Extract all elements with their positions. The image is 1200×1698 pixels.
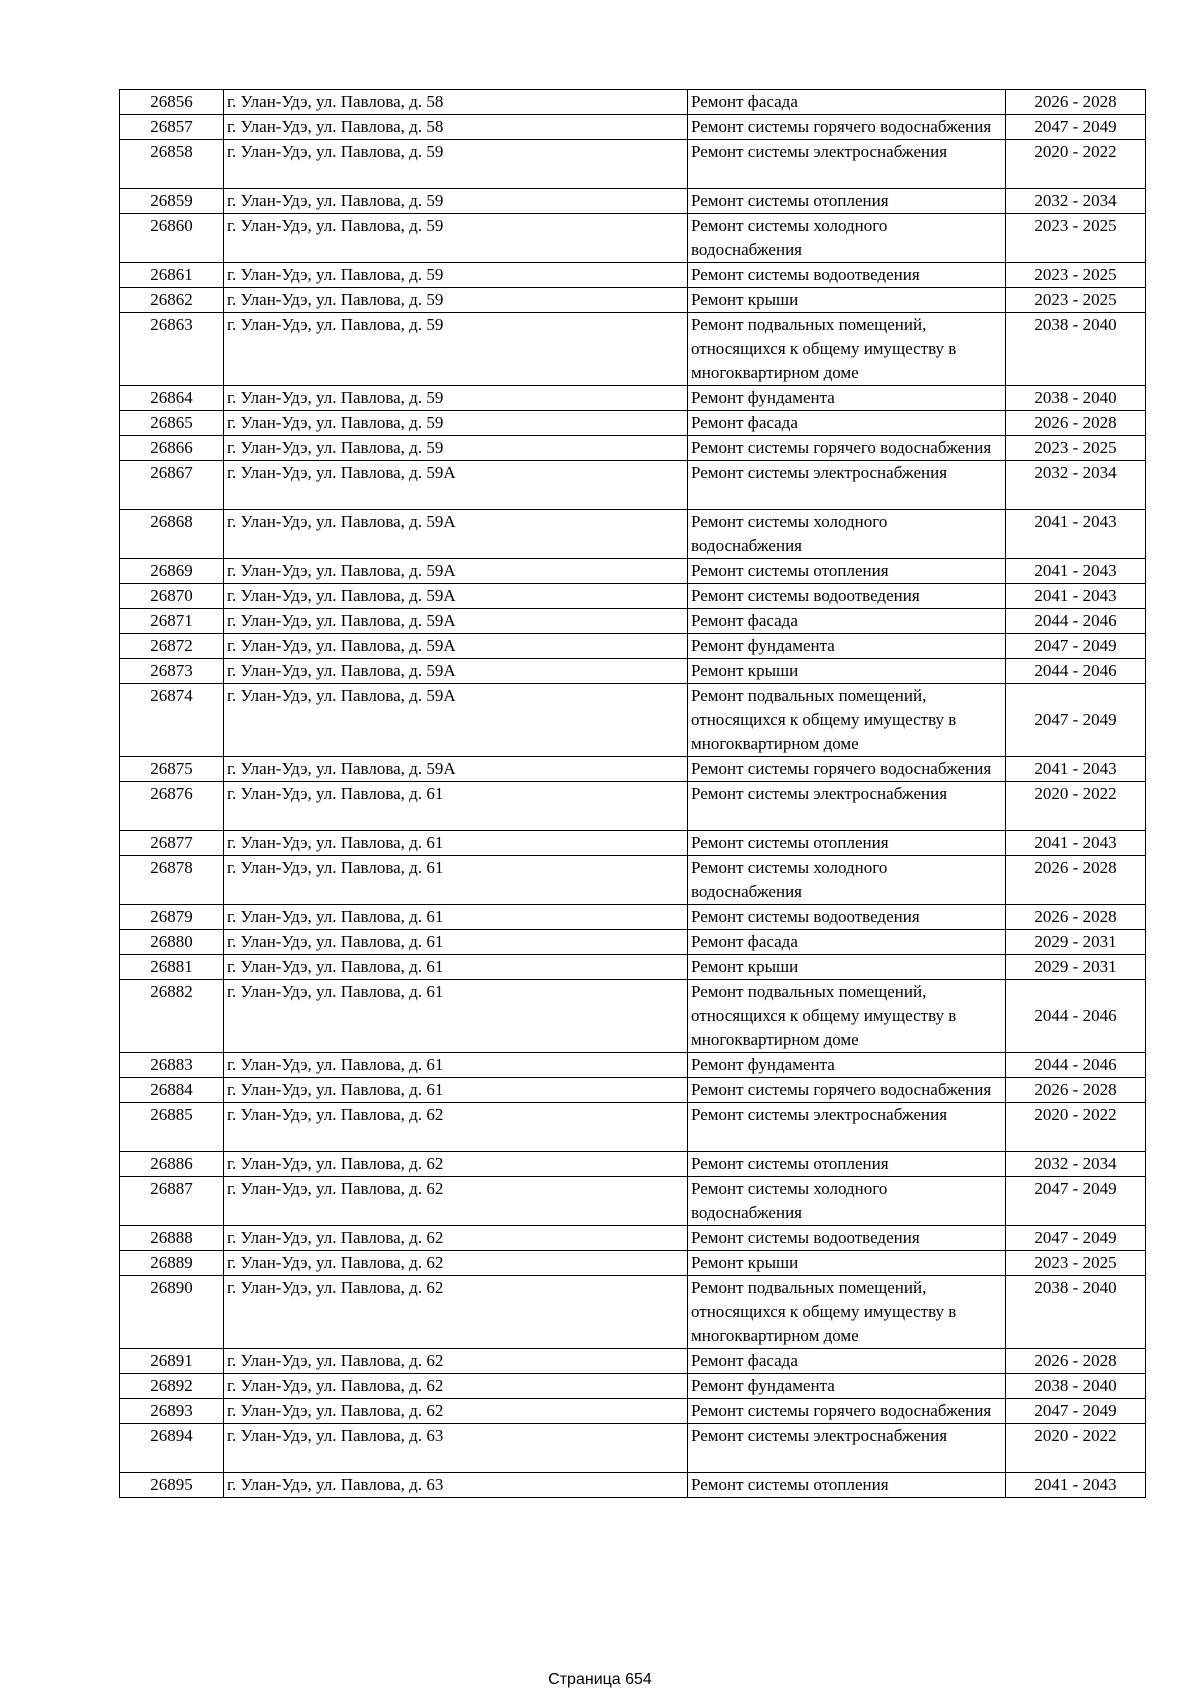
address-cell: г. Улан-Удэ, ул. Павлова, д. 62 bbox=[224, 1399, 688, 1424]
address-cell: г. Улан-Удэ, ул. Павлова, д. 58 bbox=[224, 90, 688, 115]
row-number-cell: 26892 bbox=[120, 1374, 224, 1399]
table-body bbox=[120, 90, 1146, 1498]
period-cell: 2032 - 2034 bbox=[1006, 1152, 1146, 1177]
address-cell: г. Улан-Удэ, ул. Павлова, д. 62 bbox=[224, 1276, 688, 1349]
work-type-cell: Ремонт фасада bbox=[688, 1349, 1006, 1374]
table-row bbox=[120, 684, 1146, 757]
work-type-cell: Ремонт системы холодного водоснабжения bbox=[688, 214, 1006, 263]
period-cell: 2026 - 2028 bbox=[1006, 411, 1146, 436]
row-number-cell: 26875 bbox=[120, 757, 224, 782]
table-row bbox=[120, 1103, 1146, 1152]
period-cell: 2047 - 2049 bbox=[1006, 1177, 1146, 1226]
table-row bbox=[120, 659, 1146, 684]
address-cell: г. Улан-Удэ, ул. Павлова, д. 62 bbox=[224, 1177, 688, 1226]
period-cell: 2026 - 2028 bbox=[1006, 1349, 1146, 1374]
row-number-cell: 26873 bbox=[120, 659, 224, 684]
period-cell: 2032 - 2034 bbox=[1006, 461, 1146, 510]
table-row bbox=[120, 1399, 1146, 1424]
table-row bbox=[120, 559, 1146, 584]
row-number-cell: 26885 bbox=[120, 1103, 224, 1152]
address-cell: г. Улан-Удэ, ул. Павлова, д. 59 bbox=[224, 288, 688, 313]
period-cell: 2041 - 2043 bbox=[1006, 559, 1146, 584]
address-cell: г. Улан-Удэ, ул. Павлова, д. 62 bbox=[224, 1349, 688, 1374]
row-number-cell: 26886 bbox=[120, 1152, 224, 1177]
address-cell: г. Улан-Удэ, ул. Павлова, д. 61 bbox=[224, 955, 688, 980]
period-cell: 2047 - 2049 bbox=[1006, 1226, 1146, 1251]
row-number-cell: 26893 bbox=[120, 1399, 224, 1424]
table-row bbox=[120, 757, 1146, 782]
row-number-cell: 26869 bbox=[120, 559, 224, 584]
work-type-cell: Ремонт крыши bbox=[688, 288, 1006, 313]
row-number-cell: 26857 bbox=[120, 115, 224, 140]
row-number-cell: 26894 bbox=[120, 1424, 224, 1473]
period-cell: 2026 - 2028 bbox=[1006, 90, 1146, 115]
work-type-cell: Ремонт системы электроснабжения bbox=[688, 1424, 1006, 1473]
period-cell: 2047 - 2049 bbox=[1006, 684, 1146, 757]
table-row bbox=[120, 386, 1146, 411]
repair-schedule-table bbox=[119, 89, 1146, 1498]
address-cell: г. Улан-Удэ, ул. Павлова, д. 63 bbox=[224, 1473, 688, 1498]
work-type-cell: Ремонт системы электроснабжения bbox=[688, 1103, 1006, 1152]
work-type-cell: Ремонт фасада bbox=[688, 411, 1006, 436]
table-row bbox=[120, 1349, 1146, 1374]
work-type-cell: Ремонт системы электроснабжения bbox=[688, 782, 1006, 831]
period-cell: 2026 - 2028 bbox=[1006, 905, 1146, 930]
period-cell: 2047 - 2049 bbox=[1006, 115, 1146, 140]
address-cell: г. Улан-Удэ, ул. Павлова, д. 59 bbox=[224, 436, 688, 461]
row-number-cell: 26868 bbox=[120, 510, 224, 559]
period-cell: 2026 - 2028 bbox=[1006, 856, 1146, 905]
period-cell: 2020 - 2022 bbox=[1006, 782, 1146, 831]
table-row bbox=[120, 189, 1146, 214]
address-cell: г. Улан-Удэ, ул. Павлова, д. 61 bbox=[224, 1053, 688, 1078]
period-cell: 2044 - 2046 bbox=[1006, 1053, 1146, 1078]
table-row bbox=[120, 831, 1146, 856]
work-type-cell: Ремонт крыши bbox=[688, 659, 1006, 684]
table-row bbox=[120, 115, 1146, 140]
work-type-cell: Ремонт системы электроснабжения bbox=[688, 140, 1006, 189]
address-cell: г. Улан-Удэ, ул. Павлова, д. 61 bbox=[224, 856, 688, 905]
period-cell: 2044 - 2046 bbox=[1006, 609, 1146, 634]
row-number-cell: 26872 bbox=[120, 634, 224, 659]
period-cell: 2020 - 2022 bbox=[1006, 1424, 1146, 1473]
period-cell: 2023 - 2025 bbox=[1006, 263, 1146, 288]
address-cell: г. Улан-Удэ, ул. Павлова, д. 62 bbox=[224, 1251, 688, 1276]
work-type-cell: Ремонт системы горячего водоснабжения bbox=[688, 1399, 1006, 1424]
address-cell: г. Улан-Удэ, ул. Павлова, д. 59А bbox=[224, 510, 688, 559]
table-row bbox=[120, 1152, 1146, 1177]
work-type-cell: Ремонт фундамента bbox=[688, 1374, 1006, 1399]
work-type-cell: Ремонт фундамента bbox=[688, 634, 1006, 659]
work-type-cell: Ремонт системы отопления bbox=[688, 189, 1006, 214]
table-row bbox=[120, 1251, 1146, 1276]
work-type-cell: Ремонт системы отопления bbox=[688, 1152, 1006, 1177]
address-cell: г. Улан-Удэ, ул. Павлова, д. 59А bbox=[224, 684, 688, 757]
row-number-cell: 26867 bbox=[120, 461, 224, 510]
table-row bbox=[120, 980, 1146, 1053]
row-number-cell: 26883 bbox=[120, 1053, 224, 1078]
row-number-cell: 26865 bbox=[120, 411, 224, 436]
table-row bbox=[120, 1226, 1146, 1251]
row-number-cell: 26870 bbox=[120, 584, 224, 609]
work-type-cell: Ремонт системы отопления bbox=[688, 559, 1006, 584]
work-type-cell: Ремонт системы водоотведения bbox=[688, 905, 1006, 930]
address-cell: г. Улан-Удэ, ул. Павлова, д. 59А bbox=[224, 609, 688, 634]
period-cell: 2044 - 2046 bbox=[1006, 659, 1146, 684]
row-number-cell: 26884 bbox=[120, 1078, 224, 1103]
table-row bbox=[120, 461, 1146, 510]
row-number-cell: 26887 bbox=[120, 1177, 224, 1226]
row-number-cell: 26879 bbox=[120, 905, 224, 930]
period-cell: 2041 - 2043 bbox=[1006, 584, 1146, 609]
work-type-cell: Ремонт системы горячего водоснабжения bbox=[688, 436, 1006, 461]
period-cell: 2038 - 2040 bbox=[1006, 1276, 1146, 1349]
table-row bbox=[120, 140, 1146, 189]
row-number-cell: 26871 bbox=[120, 609, 224, 634]
work-type-cell: Ремонт подвальных помещений, относящихся к общему имуществу в многоквартирном доме bbox=[688, 980, 1006, 1053]
work-type-cell: Ремонт системы электроснабжения bbox=[688, 461, 1006, 510]
work-type-cell: Ремонт подвальных помещений, относящихся к общему имуществу в многоквартирном доме bbox=[688, 313, 1006, 386]
work-type-cell: Ремонт системы холодного водоснабжения bbox=[688, 856, 1006, 905]
work-type-cell: Ремонт системы горячего водоснабжения bbox=[688, 757, 1006, 782]
address-cell: г. Улан-Удэ, ул. Павлова, д. 58 bbox=[224, 115, 688, 140]
work-type-cell: Ремонт системы отопления bbox=[688, 1473, 1006, 1498]
period-cell: 2029 - 2031 bbox=[1006, 955, 1146, 980]
row-number-cell: 26862 bbox=[120, 288, 224, 313]
table-row bbox=[120, 609, 1146, 634]
period-cell: 2023 - 2025 bbox=[1006, 288, 1146, 313]
address-cell: г. Улан-Удэ, ул. Павлова, д. 61 bbox=[224, 782, 688, 831]
address-cell: г. Улан-Удэ, ул. Павлова, д. 62 bbox=[224, 1103, 688, 1152]
row-number-cell: 26890 bbox=[120, 1276, 224, 1349]
work-type-cell: Ремонт системы отопления bbox=[688, 831, 1006, 856]
table-row bbox=[120, 905, 1146, 930]
table-row bbox=[120, 1276, 1146, 1349]
address-cell: г. Улан-Удэ, ул. Павлова, д. 59 bbox=[224, 189, 688, 214]
row-number-cell: 26866 bbox=[120, 436, 224, 461]
address-cell: г. Улан-Удэ, ул. Павлова, д. 59А bbox=[224, 757, 688, 782]
row-number-cell: 26864 bbox=[120, 386, 224, 411]
work-type-cell: Ремонт крыши bbox=[688, 955, 1006, 980]
table-row bbox=[120, 411, 1146, 436]
period-cell: 2020 - 2022 bbox=[1006, 140, 1146, 189]
row-number-cell: 26881 bbox=[120, 955, 224, 980]
row-number-cell: 26888 bbox=[120, 1226, 224, 1251]
table-row bbox=[120, 1053, 1146, 1078]
period-cell: 2047 - 2049 bbox=[1006, 1399, 1146, 1424]
row-number-cell: 26882 bbox=[120, 980, 224, 1053]
address-cell: г. Улан-Удэ, ул. Павлова, д. 59 bbox=[224, 263, 688, 288]
row-number-cell: 26858 bbox=[120, 140, 224, 189]
row-number-cell: 26861 bbox=[120, 263, 224, 288]
work-type-cell: Ремонт системы водоотведения bbox=[688, 263, 1006, 288]
period-cell: 2032 - 2034 bbox=[1006, 189, 1146, 214]
row-number-cell: 26889 bbox=[120, 1251, 224, 1276]
row-number-cell: 26863 bbox=[120, 313, 224, 386]
table-row bbox=[120, 955, 1146, 980]
work-type-cell: Ремонт фундамента bbox=[688, 1053, 1006, 1078]
work-type-cell: Ремонт системы холодного водоснабжения bbox=[688, 510, 1006, 559]
table-row bbox=[120, 1078, 1146, 1103]
table-row bbox=[120, 1177, 1146, 1226]
address-cell: г. Улан-Удэ, ул. Павлова, д. 59А bbox=[224, 659, 688, 684]
address-cell: г. Улан-Удэ, ул. Павлова, д. 59А bbox=[224, 634, 688, 659]
table-row bbox=[120, 782, 1146, 831]
period-cell: 2023 - 2025 bbox=[1006, 436, 1146, 461]
address-cell: г. Улан-Удэ, ул. Павлова, д. 59А bbox=[224, 461, 688, 510]
address-cell: г. Улан-Удэ, ул. Павлова, д. 61 bbox=[224, 930, 688, 955]
page-number: Страница 654 bbox=[548, 1671, 652, 1688]
period-cell: 2041 - 2043 bbox=[1006, 510, 1146, 559]
table-row bbox=[120, 584, 1146, 609]
period-cell: 2023 - 2025 bbox=[1006, 214, 1146, 263]
row-number-cell: 26860 bbox=[120, 214, 224, 263]
table-row bbox=[120, 90, 1146, 115]
table-row bbox=[120, 263, 1146, 288]
period-cell: 2047 - 2049 bbox=[1006, 634, 1146, 659]
address-cell: г. Улан-Удэ, ул. Павлова, д. 59 bbox=[224, 411, 688, 436]
period-cell: 2038 - 2040 bbox=[1006, 386, 1146, 411]
period-cell: 2041 - 2043 bbox=[1006, 831, 1146, 856]
address-cell: г. Улан-Удэ, ул. Павлова, д. 62 bbox=[224, 1152, 688, 1177]
work-type-cell: Ремонт системы горячего водоснабжения bbox=[688, 115, 1006, 140]
address-cell: г. Улан-Удэ, ул. Павлова, д. 59А bbox=[224, 584, 688, 609]
work-type-cell: Ремонт системы горячего водоснабжения bbox=[688, 1078, 1006, 1103]
work-type-cell: Ремонт фасада bbox=[688, 930, 1006, 955]
period-cell: 2038 - 2040 bbox=[1006, 1374, 1146, 1399]
address-cell: г. Улан-Удэ, ул. Павлова, д. 61 bbox=[224, 831, 688, 856]
table-row bbox=[120, 1473, 1146, 1498]
address-cell: г. Улан-Удэ, ул. Павлова, д. 59А bbox=[224, 559, 688, 584]
row-number-cell: 26876 bbox=[120, 782, 224, 831]
table-row bbox=[120, 288, 1146, 313]
work-type-cell: Ремонт системы холодного водоснабжения bbox=[688, 1177, 1006, 1226]
address-cell: г. Улан-Удэ, ул. Павлова, д. 61 bbox=[224, 1078, 688, 1103]
period-cell: 2023 - 2025 bbox=[1006, 1251, 1146, 1276]
row-number-cell: 26895 bbox=[120, 1473, 224, 1498]
row-number-cell: 26859 bbox=[120, 189, 224, 214]
period-cell: 2026 - 2028 bbox=[1006, 1078, 1146, 1103]
period-cell: 2044 - 2046 bbox=[1006, 980, 1146, 1053]
period-cell: 2041 - 2043 bbox=[1006, 757, 1146, 782]
table-row bbox=[120, 313, 1146, 386]
period-cell: 2041 - 2043 bbox=[1006, 1473, 1146, 1498]
address-cell: г. Улан-Удэ, ул. Павлова, д. 62 bbox=[224, 1226, 688, 1251]
work-type-cell: Ремонт системы водоотведения bbox=[688, 1226, 1006, 1251]
work-type-cell: Ремонт системы водоотведения bbox=[688, 584, 1006, 609]
period-cell: 2029 - 2031 bbox=[1006, 930, 1146, 955]
address-cell: г. Улан-Удэ, ул. Павлова, д. 61 bbox=[224, 905, 688, 930]
period-cell: 2038 - 2040 bbox=[1006, 313, 1146, 386]
row-number-cell: 26880 bbox=[120, 930, 224, 955]
work-type-cell: Ремонт фасада bbox=[688, 90, 1006, 115]
row-number-cell: 26877 bbox=[120, 831, 224, 856]
table-row bbox=[120, 436, 1146, 461]
address-cell: г. Улан-Удэ, ул. Павлова, д. 59 bbox=[224, 140, 688, 189]
address-cell: г. Улан-Удэ, ул. Павлова, д. 63 bbox=[224, 1424, 688, 1473]
table-row bbox=[120, 214, 1146, 263]
address-cell: г. Улан-Удэ, ул. Павлова, д. 62 bbox=[224, 1374, 688, 1399]
row-number-cell: 26874 bbox=[120, 684, 224, 757]
work-type-cell: Ремонт подвальных помещений, относящихся к общему имуществу в многоквартирном доме bbox=[688, 684, 1006, 757]
table-row bbox=[120, 634, 1146, 659]
address-cell: г. Улан-Удэ, ул. Павлова, д. 59 bbox=[224, 313, 688, 386]
address-cell: г. Улан-Удэ, ул. Павлова, д. 59 bbox=[224, 386, 688, 411]
table-row bbox=[120, 510, 1146, 559]
table-row bbox=[120, 856, 1146, 905]
work-type-cell: Ремонт крыши bbox=[688, 1251, 1006, 1276]
address-cell: г. Улан-Удэ, ул. Павлова, д. 59 bbox=[224, 214, 688, 263]
table-row bbox=[120, 930, 1146, 955]
work-type-cell: Ремонт подвальных помещений, относящихся к общему имуществу в многоквартирном доме bbox=[688, 1276, 1006, 1349]
table-row bbox=[120, 1424, 1146, 1473]
work-type-cell: Ремонт фундамента bbox=[688, 386, 1006, 411]
row-number-cell: 26891 bbox=[120, 1349, 224, 1374]
row-number-cell: 26878 bbox=[120, 856, 224, 905]
period-cell: 2020 - 2022 bbox=[1006, 1103, 1146, 1152]
address-cell: г. Улан-Удэ, ул. Павлова, д. 61 bbox=[224, 980, 688, 1053]
table-row bbox=[120, 1374, 1146, 1399]
row-number-cell: 26856 bbox=[120, 90, 224, 115]
work-type-cell: Ремонт фасада bbox=[688, 609, 1006, 634]
